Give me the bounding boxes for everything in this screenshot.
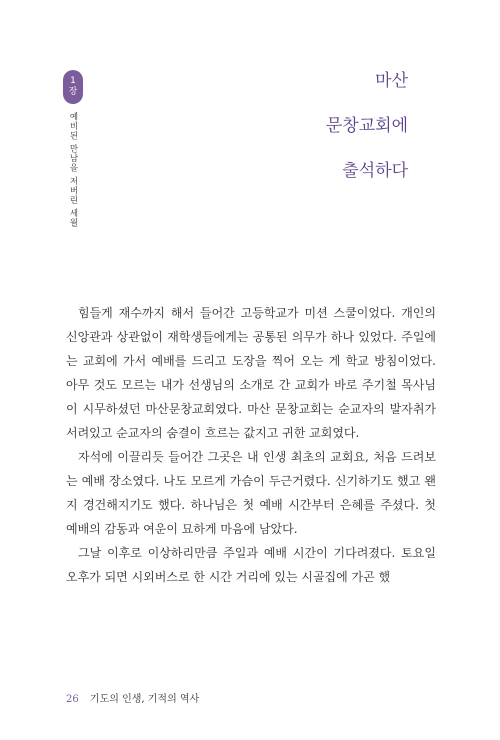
book-title: 기도의 인생, 기적의 역사 xyxy=(89,694,200,705)
paragraph-2: 자석에 이끌리듯 들어간 그곳은 내 인생 최초의 교회요, 처음 드려보는 예배 장소였다. 나도 모르게 가슴이 두근거렸다. 신기하기도 했고 왠지 경건해지기도 했다. 하나님은 첫 예배 시간부터 은혜를 주셨다. 첫 예배의 감동과 여운이 묘하게 마음에 남았다. xyxy=(66,450,436,536)
paragraph-3: 그날 이후로 이상하리만큼 주일과 예배 시간이 기다려졌다. 토요일 오후가 되면 시외버스로 한 시간 거리에 있는 시골집에 가곤 했 xyxy=(66,546,436,584)
body-text xyxy=(66,301,436,589)
paragraph-1: 힘들게 재수까지 해서 들어간 고등학교가 미션 스쿨이었다. 개인의 신앙관과 상관없이 재학생들에게는 공통된 의무가 하나 있었다. 주일에는 교회에 가서 예배를 드리고 도장을 찍어 오는 게 학교 방침이었다. 아무 것도 모르는 내가 선생님의 소개로 간 교회가 바로 주기철 목사님이 시무하셨던 마산문창교회였다. 마산 문창교회는 순교자의 발자취가 서려있고 순교자의 숨결이 흐르는 값지고 귀한 교회였다. xyxy=(66,306,436,440)
title-line-1: 마산 xyxy=(375,71,408,91)
section-title xyxy=(326,70,408,205)
page-footer xyxy=(66,690,199,705)
title-line-2: 문창교회에 xyxy=(325,116,408,136)
page-number: 26 xyxy=(66,694,79,705)
chapter-running-title: 예비된 만남을 저버린 세월 xyxy=(68,112,78,228)
title-line-3: 출석하다 xyxy=(342,161,408,181)
chapter-label: 장 xyxy=(68,87,78,97)
chapter-badge xyxy=(63,70,83,104)
chapter-marker xyxy=(63,70,83,228)
chapter-number: 1 xyxy=(70,76,76,86)
